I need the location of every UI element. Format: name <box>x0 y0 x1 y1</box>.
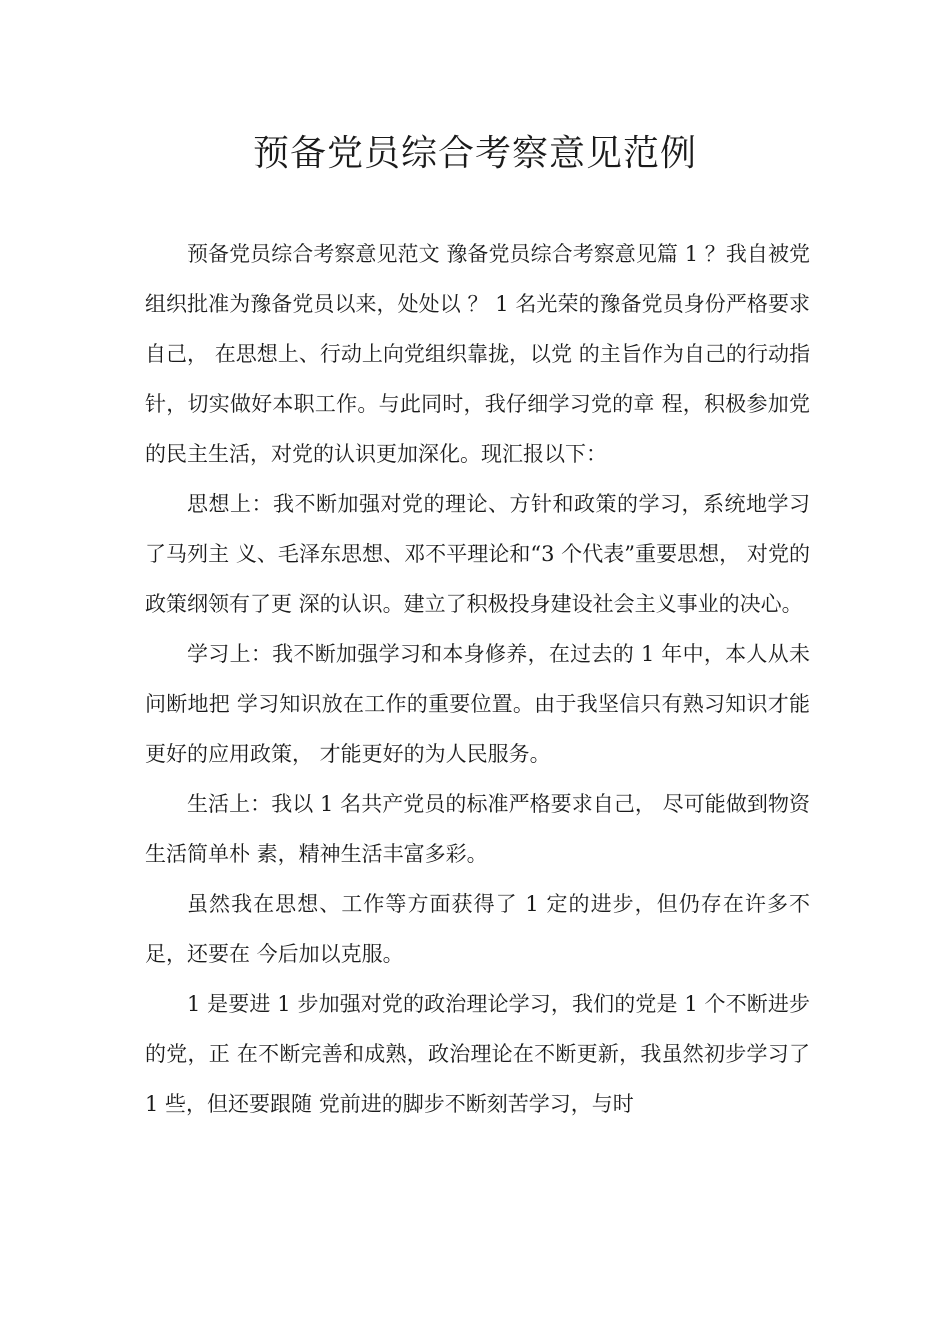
paragraph-thought: 思想上：我不断加强对党的理论、方针和政策的学习，系统地学习了马列主 义、毛泽东思想、邓不平理论和“3 个代表”重要思想， 对党的政策纲领有了更 深的认识。建立了积极投身建设社会主义事业的决心。 <box>145 492 810 616</box>
paragraph-life: 生活上：我以 1 名共产党员的标准严格要求自己， 尽可能做到物资生活简单朴 素，精神生活丰富多彩。 <box>145 792 810 866</box>
paragraph-intro: 预备党员综合考察意见范文 豫备党员综合考察意见篇 1 ？我自被党组织批准为豫备党员以来，处处以 ？ 1 名光荣的豫备党员身份严格要求自己， 在思想上、行动上向党组织靠拢，以党 的主旨作为自己的行动指针，切实做好本职工作。与此同时，我仔细学习党的章 程，积极参加党的民主生活，对党的认识更加深化。现汇报以下： <box>145 242 810 466</box>
paragraph-shortcomings: 虽然我在思想、工作等方面获得了 1 定的进步，但仍存在许多不足，还要在 今后加以克服。 <box>145 892 810 966</box>
paragraph-study: 学习上：我不断加强学习和本身修养，在过去的 1 年中，本人从未问断地把 学习知识放在工作的重要位置。由于我坚信只有熟习知识才能更好的应用政策， 才能更好的为人民服务。 <box>145 642 810 766</box>
paragraph-point-one: 1 是要进 1 步加强对党的政治理论学习，我们的党是 1 个不断进步的党，正 在不断完善和成熟，政治理论在不断更新，我虽然初步学习了 1 些，但还要跟随 党前进的脚步不断刻苦学习，与时 <box>145 992 810 1116</box>
document-title: 预备党员综合考察意见范例 <box>252 133 697 174</box>
document-body <box>145 229 810 1129</box>
